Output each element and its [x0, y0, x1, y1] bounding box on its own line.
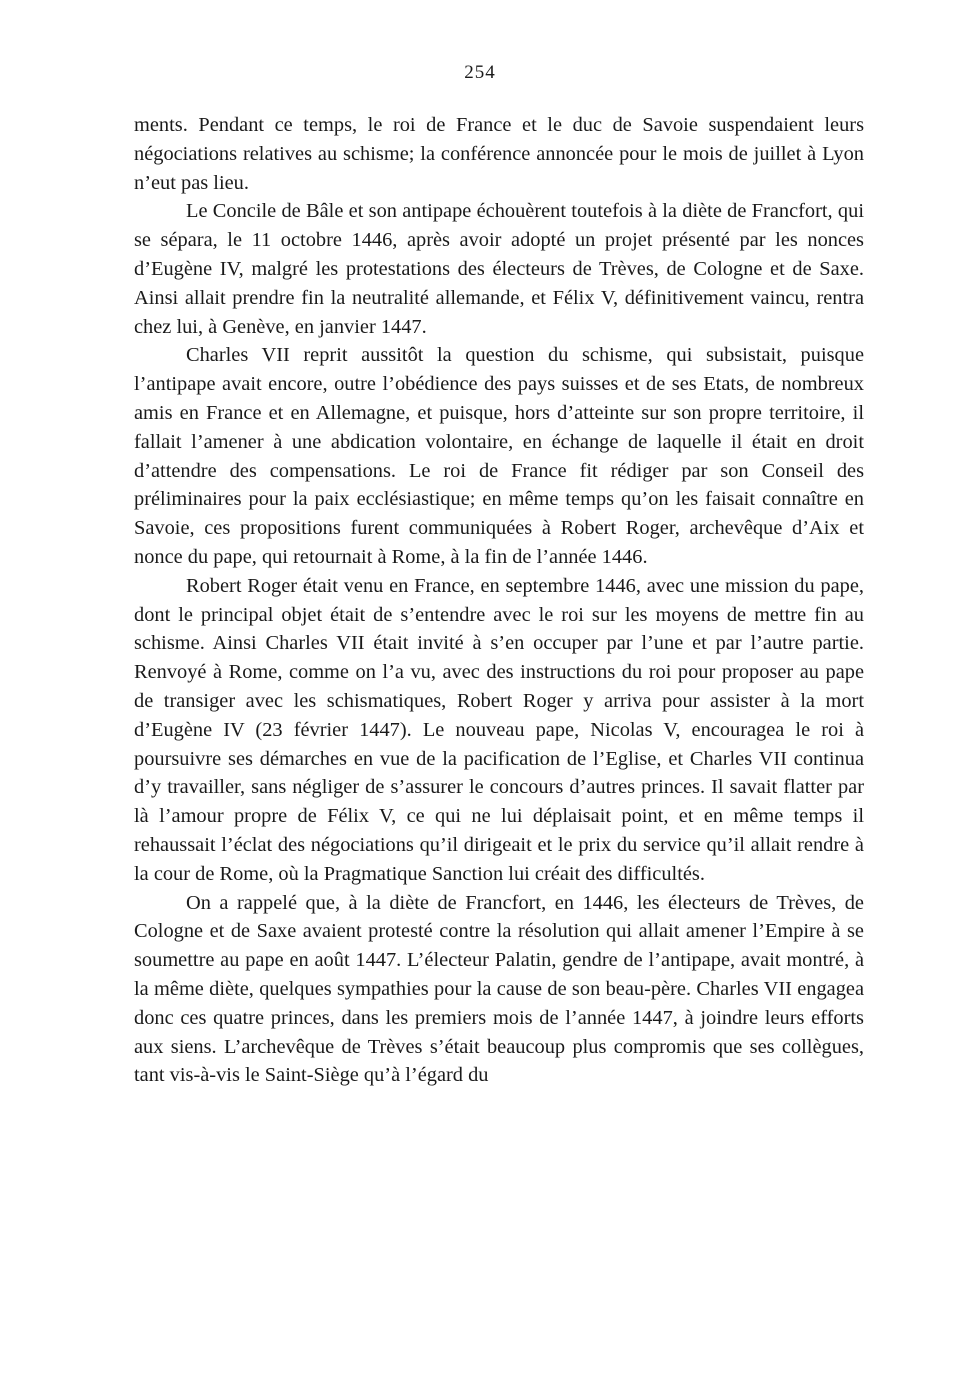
body-text [134, 111, 864, 1090]
paragraph-1: ments. Pendant ce temps, le roi de France et le duc de Savoie suspendaient leurs négociations relatives au schisme; la conférence annoncée pour le mois de juillet à Lyon n’eut pas lieu. [134, 114, 864, 194]
paragraph-4: Robert Roger était venu en France, en septembre 1446, avec une mission du pape, dont le principal objet était de s’entendre avec le roi sur les moyens de mettre fin au schisme. Ainsi Charles VII était invité à s’en occuper par l’une et par l’autre partie. Renvoyé à Rome, comme on l’a vu, avec des instructions du roi pour proposer au pape de transiger avec les schismatiques, Robert Roger y arriva pour assister à la mort d’Eugène IV (23 février 1447). Le nouveau pape, Nicolas V, encouragea le roi à poursuivre ses démarches en vue de la pacification de l’Eglise, et Charles VII continua d’y travailler, sans négliger de s’assurer le concours d’autres princes. Il savait flatter par là l’amour propre de Félix V, ce qui ne lui déplaisait point, et en même temps il rehaussait l’éclat des négociations qu’il dirigeait et le prix du service qu’il allait rendre à la cour de Rome, où la Pragmatique Sanction lui créait des difficultés. [134, 574, 864, 885]
paragraph-2: Le Concile de Bâle et son antipape échouèrent toutefois à la diète de Francfort, qui se sépara, le 11 octobre 1446, après avoir adopté un projet présenté par les nonces d’Eugène IV, malgré les protestations des électeurs de Trèves, de Cologne et de Saxe. Ainsi allait prendre fin la neutralité allemande, et Félix V, définitivement vaincu, rentra chez lui, à Genève, en janvier 1447. [134, 200, 864, 338]
paragraph-5: On a rappelé que, à la diète de Francfort, en 1446, les électeurs de Trèves, de Cologne et de Saxe avaient protesté contre la résolution qui allait amener l’Empire à se soumettre au pape en août 1447. L’électeur Palatin, gendre de l’antipape, avait montré, à la même diète, quelques sympathies pour la cause de son beau-père. Charles VII engagea donc ces quatre princes, dans les premiers mois de l’année 1447, à joindre leurs efforts aux siens. L’archevêque de Trèves s’était beaucoup plus compromis que ses collègues, tant vis-à-vis le Saint-Siège qu’à l’égard du [134, 891, 864, 1087]
paragraph-3: Charles VII reprit aussitôt la question du schisme, qui subsistait, puisque l’antipape avait encore, outre l’obédience des pays suisses et de ses Etats, de nombreux amis en France et en Allemagne, et puisque, hors d’atteinte sur son propre territoire, il fallait l’amener à une abdication volontaire, en échange de laquelle il était en droit d’attendre des compensations. Le roi de France fit rédiger par son Conseil des préliminaires pour la paix ecclésiastique; en même temps qu’on les faisait connaître en Savoie, ces propositions furent communiquées à Robert Roger, archevêque d’Aix et nonce du pape, qui retournait à Rome, à la fin de l’année 1446. [134, 344, 864, 568]
page-number: 254 [464, 62, 496, 83]
